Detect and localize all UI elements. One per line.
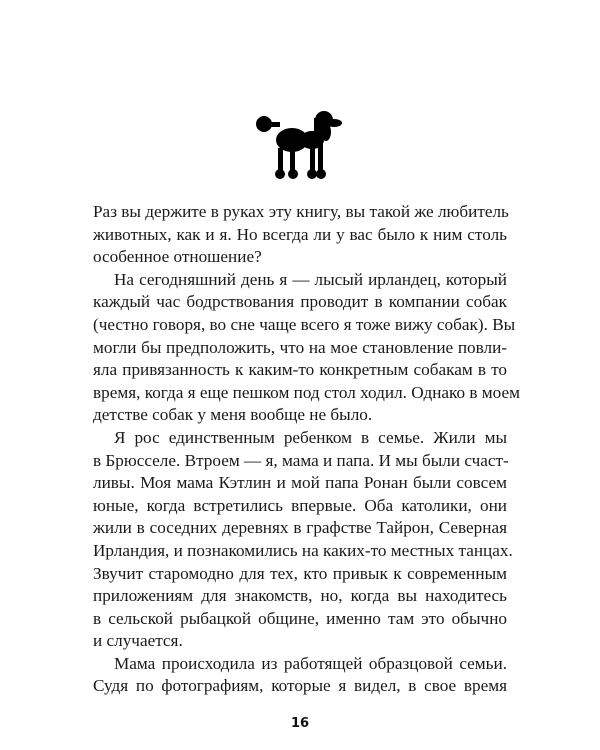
paragraph — [93, 653, 507, 698]
text-line: могли бы предположить, что на мое становление повли- — [93, 337, 507, 357]
paragraph — [93, 201, 507, 269]
text-line: в сельской рыбацкой общине, именно там это обычно — [93, 608, 507, 628]
text-line: юные, когда встретились впервые. Оба католики, они — [93, 495, 507, 515]
poodle-silhouette-icon — [252, 110, 348, 184]
text-line: особенное отношение? — [93, 247, 262, 267]
text-line: в Брюсселе. Втроем — я, мама и папа. И мы были счаст- — [93, 450, 509, 470]
body-text — [93, 201, 520, 698]
page-number: 16 — [290, 716, 310, 731]
text-line: животных, как и я. Но всегда ли у вас было к ним столь — [93, 224, 507, 244]
text-line: Я рос единственным ребенком в семье. Жили мы — [114, 427, 507, 447]
text-line: ливы. Моя мама Кэтлин и мой папа Ронан были совсем — [93, 473, 507, 493]
text-line: каждый час бодрствования проводит в компании собак — [93, 292, 507, 312]
text-line: Мама происходила из работящей образцовой семьи. — [114, 653, 507, 673]
text-line: детстве собак у меня вообще не было. — [93, 405, 373, 425]
text-line: (честно говоря, во сне чаще всего я тоже вижу собак). Вы — [93, 314, 516, 334]
paragraph — [93, 427, 513, 653]
text-line: На сегодняшний день я — лысый ирландец, который — [114, 269, 507, 289]
text-line: Раз вы держите в руках эту книгу, вы такой же любитель — [93, 202, 509, 221]
text-line: приложениям для знакомств, но, когда вы находитесь — [93, 586, 507, 606]
text-line: и случается. — [93, 631, 183, 651]
text-line: яла привязанность к каким-то конкретным собакам в то — [93, 360, 507, 380]
text-line: Звучит старомодно для тех, кто привык к современным — [93, 563, 507, 583]
text-line: время, когда я еще пешком под стол ходил. Однако в моем — [93, 382, 520, 402]
paragraph — [93, 269, 520, 427]
text-line: жили в соседних деревнях в графстве Тайрон, Северная — [93, 518, 507, 538]
text-line: Ирландия, и познакомились на каких-то местных танцах. — [93, 540, 513, 560]
text-line: Судя по фотографиям, которые я видел, в свое время — [93, 676, 507, 696]
